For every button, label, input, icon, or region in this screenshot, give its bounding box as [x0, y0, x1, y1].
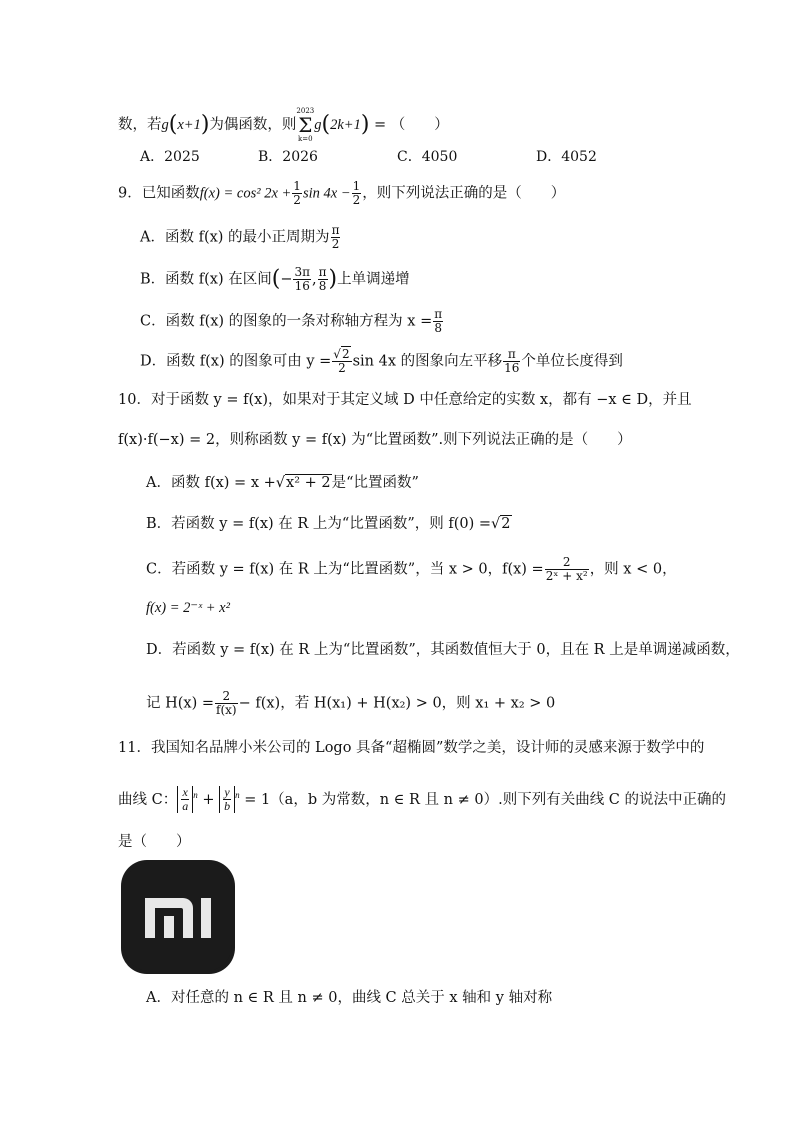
q9-stem: 9．已知函数f(x) = cos² 2x + $\frac{1}{2}$ sin 4x − $\frac{1}{2}$ ，则下列说法正确的是（ ） — [118, 179, 566, 207]
q9-option-b: B．函数 f(x) 在区间(− $\frac{3\pi}{16}$ , $\frac{\pi}{8}$ )上单调递增 — [140, 265, 410, 293]
q10-option-c: C．若函数 y = f(x) 在 R 上为“比置函数”，当 x > 0，f(x) = $\frac{2}{\text{2ˣ + x²}}$ ，则 x < 0， — [146, 555, 677, 583]
q8-option-b: B．2026 — [258, 149, 318, 165]
q8-option-d: D．4052 — [536, 149, 597, 165]
q9-option-c: C．函数 f(x) 的图象的一条对称轴方程为 x = $\frac{\pi}{8}$ — [140, 307, 443, 335]
q8-g: g — [161, 117, 169, 133]
q9-option-a: A．函数 f(x) 的最小正周期为 $\frac{\pi}{2}$ — [140, 223, 340, 251]
q8-sum: 2023 Σ k=0 — [296, 107, 315, 143]
q11-stem-line3: 是（ ） — [118, 834, 191, 850]
q10-number: 10． — [118, 392, 151, 408]
q8-text-pre: 数，若 — [118, 117, 162, 133]
q8-stem-tail: 数，若g(x+1)为偶函数，则 2023 Σ k=0 g(2k+1) = （ ） — [118, 107, 449, 143]
q9-option-d: D．函数 f(x) 的图象可由 y = $\frac{√2}{2}$ sin 4x 的图象向左平移 $\frac{\pi}{16}$ 个单位长度得到 — [140, 347, 623, 375]
q10-option-c-cont: f(x) = 2⁻ˣ + x² — [146, 600, 230, 616]
q11-number: 11． — [118, 740, 151, 756]
mi-logo-icon — [121, 860, 235, 974]
q8-option-c: C．4050 — [397, 149, 458, 165]
q10-stem-line2: f(x)·f(−x) = 2，则称函数 y = f(x) 为“比置函数”.则下列说法正确的是（ ） — [118, 432, 632, 448]
q8-g-arg: x+1 — [177, 117, 201, 133]
q9-number: 9． — [118, 185, 142, 202]
q8-option-a: A．2025 — [140, 149, 200, 165]
q10-stem-line1: 10．对于函数 y = f(x)，如果对于其定义域 D 中任意给定的实数 x，都有 −x ∈ D，并且 — [118, 392, 692, 408]
xiaomi-logo — [121, 860, 235, 974]
q8-text-mid: 为偶函数，则 — [209, 117, 297, 133]
q8-text-post: = （ ） — [369, 117, 449, 133]
q10-option-b: B．若函数 y = f(x) 在 R 上为“比置函数”，则 f(0) =√2 — [146, 516, 511, 532]
q11-stem-line1: 11．我国知名品牌小米公司的 Logo 具备“超椭圆”数学之美，设计师的灵感来源于数学中的 — [118, 740, 705, 756]
q10-option-d-line2: 记 H(x) = $\frac{2}{f(x)}$ − f(x)，若 H(x₁) + H(x₂) > 0，则 x₁ + x₂ > 0 — [146, 689, 556, 717]
q11-curve-equation: 曲线 C： $\frac{x}{a}$ $^n$ + $\frac{y}{b}$ $^n$ = 1（a，b 为常数，n ∈ R 且 n ≠ 0）.则下列有关曲线 C 的说法中正确的 — [118, 785, 727, 814]
q11-option-a: A．对任意的 n ∈ R 且 n ≠ 0，曲线 C 总关于 x 轴和 y 轴对称 — [146, 990, 553, 1006]
q10-option-d-line1: D．若函数 y = f(x) 在 R 上为“比置函数”，其函数值恒大于 0，且在 R 上是单调递减函数， — [146, 642, 740, 658]
q10-option-a: A．函数 f(x) = x +√x² + 2是“比置函数” — [146, 475, 419, 491]
